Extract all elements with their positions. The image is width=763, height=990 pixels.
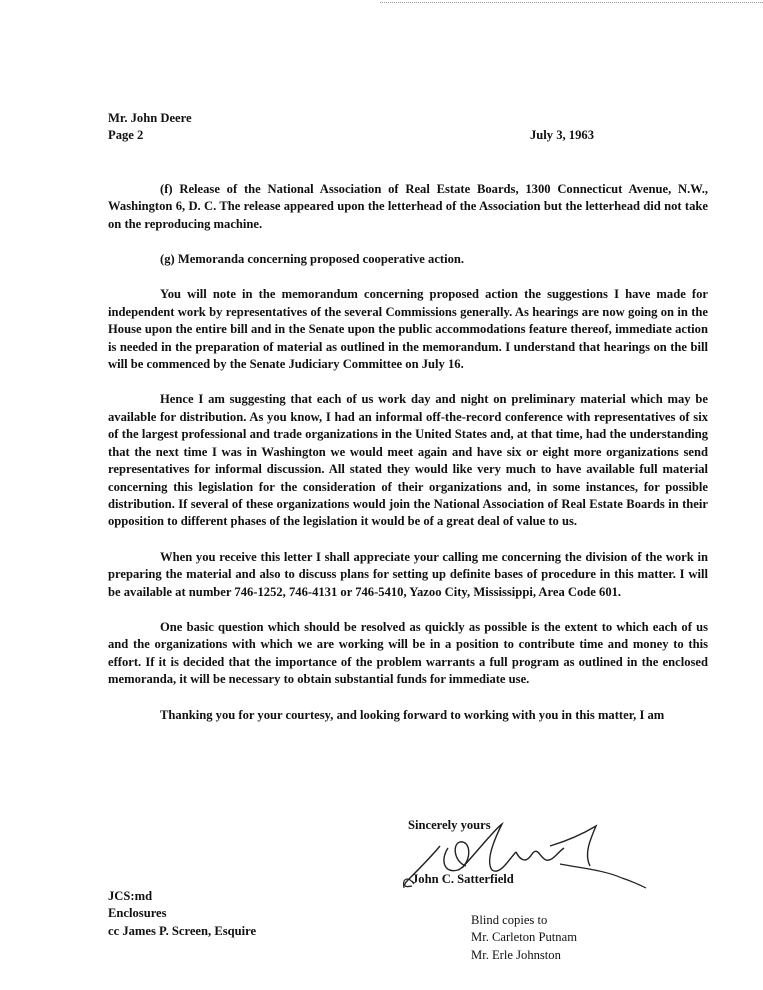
signature-block: [400, 818, 660, 898]
blind-copies-heading: Blind copies to: [471, 913, 548, 927]
enclosure-item-f: (f) Release of the National Association of Real Estate Boards, 1300 Connecticut Avenue, N.W., Washington 6, D. C. The release appeared upon the letterhead of the Association but the letterhead did not take on the reproducing machine.: [108, 181, 708, 231]
blind-copy-recipient: Mr. Erle Johnston: [471, 947, 561, 962]
page-header-line: [108, 127, 708, 144]
paragraph-memorandum-note: You will note in the memorandum concerning proposed action the suggestions I have made for independent work by representatives of the several Commissions generally. As hearings are now going on in the House upon the entire bill and in the Senate upon the public accommodations feature thereof, immediate action is needed in the preparation of material as outlined in the memorandum. I understand that hearings on the bill will be commenced by the Senate Judiciary Committee on July 16.: [108, 287, 708, 372]
paragraph-suggestion: Hence I am suggesting that each of us work day and night on preliminary material which may be available for distribution. As you know, I had an informal off-the-record conference with representatives of six of the largest professional and trade organizations in the United States and, at that time, had the understanding that the next time I was in Washington we would meet again and have six or eight more organizations send representatives for informal discussion. All stated they would like very much to have available full material concerning this legislation for the consideration of their organizations and, in some instances, for possible distribution. If several of these organizations would join the National Association of Real Estate Boards in their opposition to different phases of the legislation it would be of a great deal of value to us.: [108, 392, 708, 529]
paragraph-contact: When you receive this letter I shall appreciate your calling me concerning the division of the work in preparing the material and also to discuss plans for setting up definite bases of procedure in this matter. I will be available at number 746-1252, 746-4131 or 746-5410, Yazoo City, Mississippi, Area Code 601.: [108, 549, 708, 599]
blind-copy-recipient: Mr. Carleton Putnam: [471, 930, 577, 945]
cc-line: cc James P. Screen, Esquire: [108, 923, 257, 938]
letter-body: [108, 110, 708, 724]
recipient-name: Mr. John Deere: [108, 111, 192, 125]
blind-copies-block: [471, 912, 577, 964]
page-number: Page 2: [108, 128, 144, 143]
paragraph-thanks: Thanking you for your courtesy, and looking forward to working with you in this matter, I am: [160, 707, 665, 722]
paragraph-basic-question: One basic question which should be resolved as quickly as possible is the extent to which each of us and the organizations with which we are working will be in a position to contribute time and money to this effort. If it is decided that the importance of the problem warrants a full program as outlined in the enclosed memoranda, it will be necessary to obtain substantial funds for immediate use.: [108, 619, 708, 687]
top-dotted-rule: [380, 2, 763, 3]
enclosure-item-g: (g) Memoranda concerning proposed cooperative action.: [160, 252, 465, 267]
letter-date: July 3, 1963: [529, 128, 594, 143]
closing-phrase: Sincerely yours: [408, 818, 491, 832]
reference-initials: JCS:md: [108, 889, 153, 903]
letter-footer-left: [108, 888, 256, 940]
signer-name: John C. Satterfield: [412, 872, 514, 886]
enclosures-note: Enclosures: [108, 906, 167, 921]
